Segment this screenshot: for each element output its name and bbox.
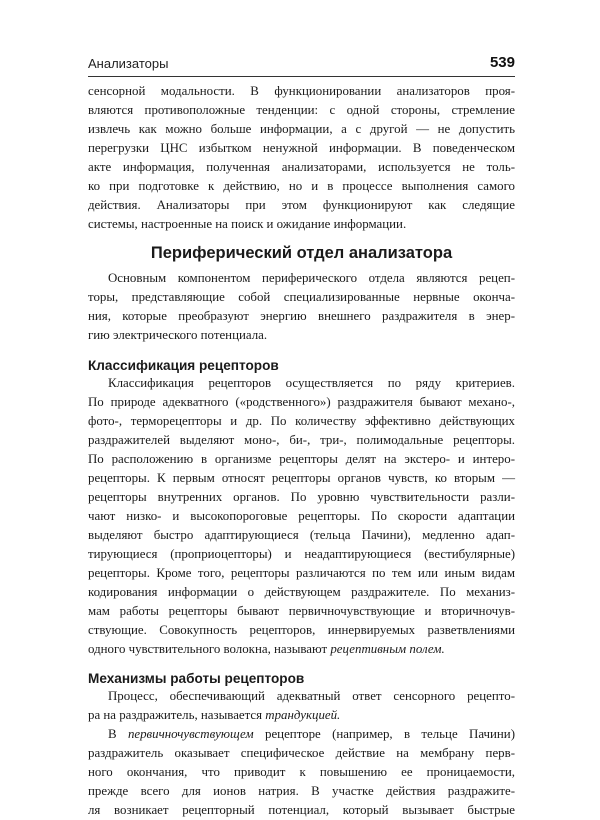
text-line: торы, представляющие собой специализированные нервные оконча- bbox=[88, 290, 515, 304]
mechanisms-paragraph-2 bbox=[88, 725, 515, 820]
text-line bbox=[88, 706, 515, 725]
page-number: 539 bbox=[489, 54, 515, 71]
running-header bbox=[88, 54, 515, 77]
text-line: рецепторы. Кроме того, рецепторы различаются по тем или иным видам bbox=[88, 566, 515, 580]
running-header-title: Анализаторы bbox=[88, 56, 169, 71]
text-line: По природе адекватного («родственного») раздражителя бывают механо-, bbox=[88, 395, 515, 409]
text-line: ко при подготовке к действию, но и в процессе выполнения самого bbox=[88, 179, 515, 193]
section-heading: Периферический отдел анализатора bbox=[150, 244, 453, 262]
text-line: ния, которые преобразуют энергию внешнего раздражителя в энер- bbox=[88, 309, 515, 323]
text-span: ра на раздражитель, называется bbox=[88, 708, 266, 722]
text-line: Основным компонентом периферического отдела являются рецеп- bbox=[108, 271, 515, 285]
text-line bbox=[88, 725, 515, 744]
text-line: кодирования информации о действующем раздражителе. По механиз- bbox=[88, 585, 515, 599]
section-paragraph bbox=[88, 269, 515, 345]
text-line: тирующиеся (проприоцепторы) и неадаптирующиеся (вестибулярные) bbox=[88, 547, 515, 561]
text-line: рецепторы внутренних органов. По уровню чувствительности разли- bbox=[88, 490, 515, 504]
term-receptive-field: рецептивным полем. bbox=[330, 642, 445, 656]
text-span: рецепторе (например, в тельце Пачини) bbox=[253, 727, 515, 741]
text-line: ля возникает рецепторный потенциал, который вызывает быстрые bbox=[88, 803, 515, 817]
intro-paragraph bbox=[88, 82, 515, 234]
text-line: раздражителей выделяют моно-, би-, три-, полимодальные рецепторы. bbox=[88, 433, 515, 447]
text-line: раздражитель оказывает специфическое действие на мембрану перв- bbox=[88, 746, 515, 760]
text-span: В bbox=[108, 727, 128, 741]
text-span: одного чувствительного волокна, называют bbox=[88, 642, 331, 656]
text-line: гию электрического потенциала. bbox=[88, 328, 268, 342]
subsection-heading-mechanisms: Механизмы работы рецепторов bbox=[88, 671, 305, 686]
text-line: ного окончания, что приводит к повышению ее проницаемости, bbox=[88, 765, 515, 779]
text-line: сенсорной модальности. В функционировании анализаторов проя- bbox=[88, 84, 515, 98]
text-line: Классификация рецепторов осуществляется по ряду критериев. bbox=[108, 376, 515, 390]
text-line: рецепторы. К первым относят рецепторы органов чувств, ко вторым — bbox=[88, 471, 515, 485]
subsection-heading-classification: Классификация рецепторов bbox=[88, 358, 279, 373]
term-primary-sensing: первичночувствующем bbox=[127, 727, 254, 741]
term-transduction: трандукцией. bbox=[265, 708, 341, 722]
text-line: чают низко- и высокопороговые рецепторы. По скорости адаптации bbox=[88, 509, 515, 523]
text-line: По расположению в организме рецепторы делят на экстеро- и интеро- bbox=[88, 452, 515, 466]
text-line: вляются противоположные тенденции: с одной стороны, стремление bbox=[88, 103, 515, 117]
text-line: мам работы рецепторы бывают первичночувствующие и вторичночув- bbox=[88, 604, 515, 618]
text-line: фото-, терморецепторы и др. По количеству эффективно действующих bbox=[88, 414, 515, 428]
mechanisms-paragraph-1 bbox=[88, 687, 515, 725]
text-line: системы, настроенные на поиск и ожидание информации. bbox=[88, 217, 407, 231]
text-line: выделяют быстро адаптирующиеся (тельца Пачини), медленно адап- bbox=[88, 528, 515, 542]
text-line: Процесс, обеспечивающий адекватный ответ сенсорного рецепто- bbox=[108, 689, 515, 703]
text-line: акте информация, полученная анализаторами, используется не толь- bbox=[88, 160, 515, 174]
text-line: действия. Анализаторы при этом функционируют как следящие bbox=[88, 198, 515, 212]
text-line: извлечь как можно больше информации, а с другой — не допустить bbox=[88, 122, 515, 136]
text-line: прежде всего для ионов натрия. В участке действия раздражите- bbox=[88, 784, 515, 798]
classification-paragraph bbox=[88, 374, 515, 659]
text-line: перегрузки ЦНС избытком ненужной информации. В поведенческом bbox=[88, 141, 515, 155]
page-body bbox=[88, 82, 515, 820]
text-line bbox=[88, 640, 515, 659]
text-line: ствующие. Совокупность рецепторов, иннервируемых разветвлениями bbox=[88, 623, 515, 637]
